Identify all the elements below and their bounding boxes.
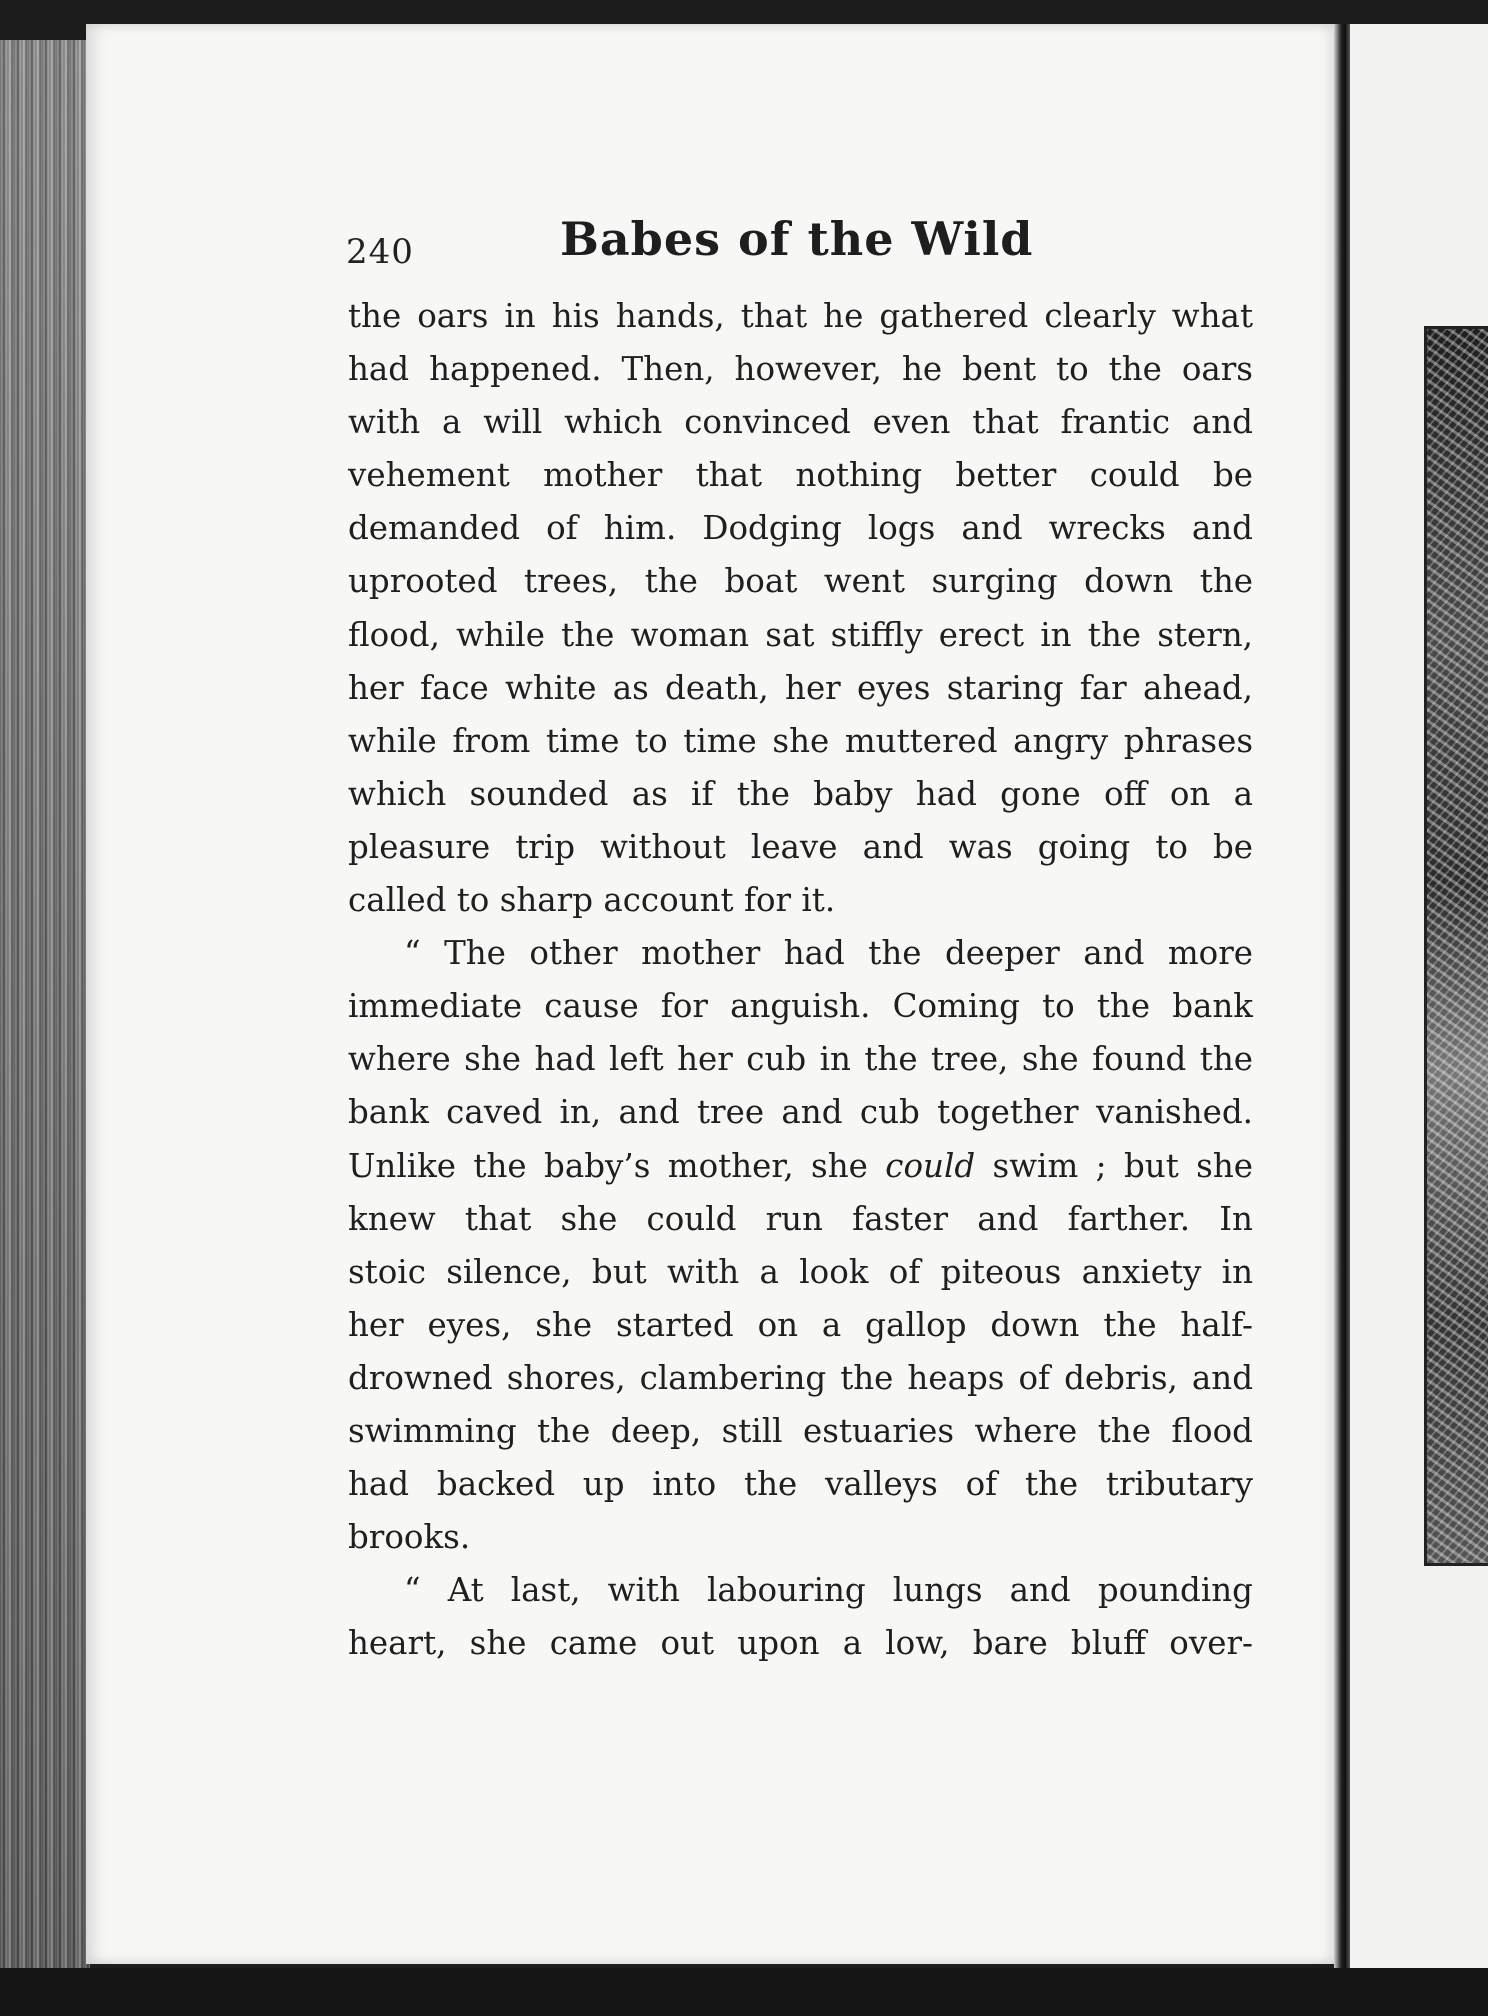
text-line: vehement mother that nothing better could be	[348, 456, 1253, 495]
text-line: “ The other mother had the deeper and more	[404, 934, 1253, 973]
text-line: demanded of him. Dodging logs and wrecks and	[348, 509, 1253, 548]
text-line: flood, while the woman sat stiffly erect in the stern,	[348, 615, 1253, 654]
text-line: had happened. Then, however, he bent to the oars	[348, 350, 1253, 389]
text-line: called to sharp account for it.	[348, 881, 836, 920]
paragraph	[348, 290, 1253, 927]
illustration-plate-border	[1424, 326, 1488, 1566]
text-line: which sounded as if the baby had gone off on a	[348, 774, 1253, 813]
emphasis: could	[885, 1146, 976, 1185]
paragraph	[348, 927, 1253, 1564]
scan-bottom-edge	[0, 1968, 1488, 2016]
text-line: brooks.	[348, 1518, 471, 1557]
page-edges	[0, 40, 90, 1980]
text-line: drowned shores, clambering the heaps of debris, and	[348, 1358, 1253, 1397]
book-gutter	[1334, 24, 1350, 1984]
text-line: heart, she came out upon a low, bare bluff over-	[348, 1624, 1253, 1663]
text-line: stoic silence, but with a look of piteous anxiety in	[348, 1252, 1253, 1291]
text-line: her eyes, she started on a gallop down the half-	[348, 1305, 1253, 1344]
text-line: bank caved in, and tree and cub together vanished.	[348, 1093, 1253, 1132]
paragraph	[348, 1564, 1253, 1670]
book-title: Babes of the Wild	[560, 212, 1034, 266]
text-line: immediate cause for anguish. Coming to the bank	[348, 987, 1253, 1026]
text-line: pleasure trip without leave and was going to be	[348, 827, 1253, 866]
page-number: 240	[346, 232, 414, 272]
text-line: “ At last, with labouring lungs and pounding	[404, 1571, 1253, 1610]
text-line: swimming the deep, still estuaries where the flood	[348, 1411, 1253, 1450]
running-head	[346, 212, 1251, 282]
text-line: the oars in his hands, that he gathered clearly what	[348, 297, 1253, 335]
text-line: had backed up into the valleys of the tributary	[348, 1465, 1253, 1504]
body-text	[348, 290, 1253, 1670]
text-line: knew that she could run faster and farther. In	[348, 1199, 1253, 1238]
text-line: uprooted trees, the boat went surging down the	[348, 562, 1253, 601]
text-line: with a will which convinced even that frantic and	[348, 403, 1253, 442]
text-line: her face white as death, her eyes staring far ahead,	[348, 668, 1253, 707]
text-line: where she had left her cub in the tree, she found the	[348, 1040, 1253, 1079]
text-line: Unlike the baby’s mother, she could swim ; but she	[348, 1146, 1253, 1185]
text-line: while from time to time she muttered angry phrases	[348, 721, 1253, 760]
